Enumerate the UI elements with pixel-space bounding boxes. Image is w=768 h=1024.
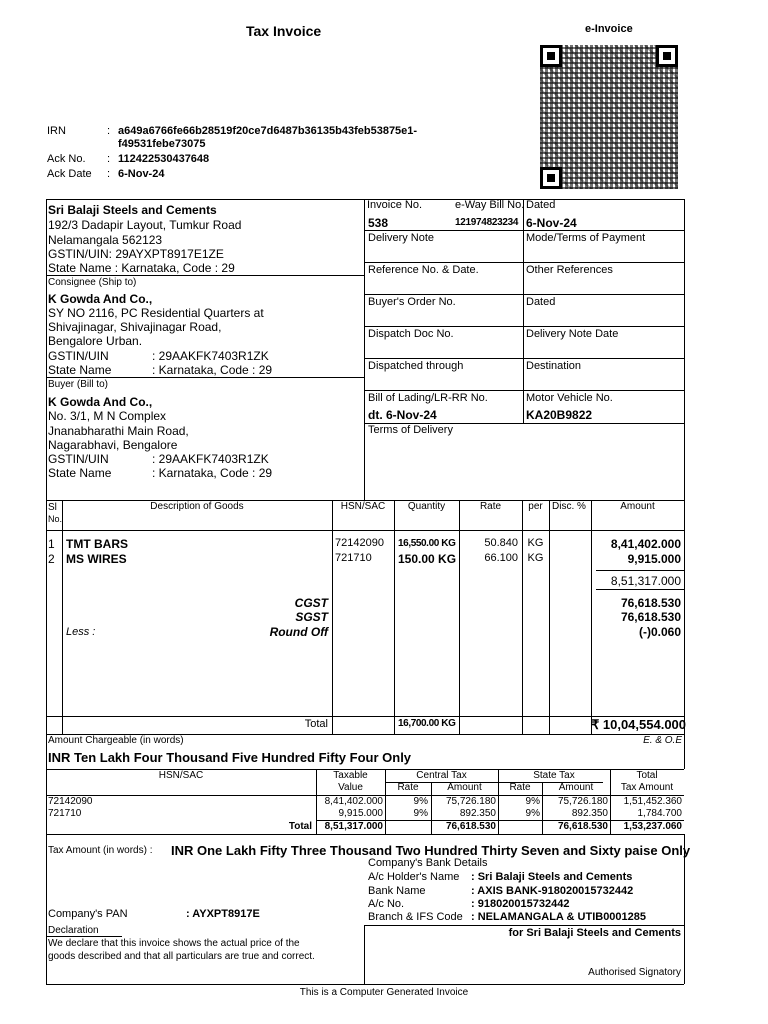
col-amount: Amount	[620, 501, 655, 512]
item-sl: 2	[48, 552, 55, 566]
authorised-signatory: Authorised Signatory	[588, 967, 681, 978]
account-no-label: A/c No.	[368, 898, 405, 910]
tax-col-central-rate: Rate	[397, 782, 419, 793]
buyer-address-line: Nagarabhavi, Bengalore	[48, 438, 178, 452]
item-rate: 66.100	[484, 552, 518, 564]
eway-bill-value: 121974823234	[455, 217, 519, 228]
subtotal-amount: 8,51,317.000	[610, 574, 681, 588]
tax-total-label: Total	[288, 821, 312, 832]
tax-row-central-rate: 9%	[413, 808, 428, 819]
delivery-note-date-label: Delivery Note Date	[526, 328, 619, 340]
reference-label: Reference No. & Date.	[368, 264, 479, 276]
tax-row-central-amount: 892.350	[459, 808, 496, 819]
item-hsn: 721710	[335, 552, 372, 564]
irn-value-line1: a649a6766fe66b28519f20ce7d6487b36135b43feb53875e1-	[118, 125, 418, 137]
total-label: Total	[304, 718, 328, 730]
seller-address-line: 192/3 Dadapir Layout, Tumkur Road	[48, 218, 242, 232]
seller-gstin: GSTIN/UIN: 29AYXPT8917E1ZE	[48, 247, 224, 261]
total-amount: ₹ 10,04,554.000	[591, 717, 687, 732]
col-no: No.	[48, 514, 63, 524]
ack-date-value: 6-Nov-24	[118, 168, 165, 180]
tax-col-state-rate: Rate	[509, 782, 531, 793]
sgst-label: SGST	[295, 610, 328, 624]
tax-col-tax-amount: Tax Amount	[620, 782, 674, 793]
seller-state: State Name : Karnataka, Code : 29	[48, 261, 235, 275]
amount-chargeable-label: Amount Chargeable (in words)	[48, 735, 184, 746]
invoice-no-label: Invoice No.	[367, 199, 423, 211]
order-dated-label: Dated	[526, 296, 556, 308]
cgst-amount: 76,618.530	[620, 596, 681, 610]
consignee-state-label: State Name	[48, 363, 112, 377]
tax-row-central-amount: 75,726.180	[445, 796, 496, 807]
for-company-label: for Sri Balaji Steels and Cements	[508, 927, 681, 939]
round-off-amount: (-)0.060	[638, 625, 681, 639]
tax-row-state-rate: 9%	[525, 808, 540, 819]
seller-address-line: Nelamangala 562123	[48, 233, 163, 247]
account-no-value: : 918020015732442	[471, 898, 570, 910]
item-per: KG	[527, 537, 544, 549]
tax-total-taxable: 8,51,317.000	[324, 821, 383, 832]
destination-label: Destination	[526, 360, 582, 372]
tax-row-central-rate: 9%	[413, 796, 428, 807]
consignee-address-line: SY NO 2116, PC Residential Quarters at	[48, 306, 264, 320]
col-hsn: HSN/SAC	[340, 501, 386, 512]
buyer-name: K Gowda And Co.,	[48, 395, 153, 409]
eoe-label: E. & O.E	[643, 735, 682, 746]
tax-col-total: Total	[636, 770, 658, 781]
dated-label: Dated	[526, 199, 556, 211]
account-holder-label: A/c Holder's Name	[368, 871, 460, 883]
declaration-label: Declaration	[48, 925, 99, 936]
bill-lading-value: dt. 6-Nov-24	[368, 408, 437, 422]
item-rate: 50.840	[484, 537, 518, 549]
col-sl: Sl	[48, 502, 57, 513]
motor-vehicle-label: Motor Vehicle No.	[526, 392, 613, 404]
tax-row-hsn: 721710	[48, 808, 82, 819]
computer-generated-note: This is a Computer Generated Invoice	[299, 987, 469, 998]
buyer-address-line: No. 3/1, M N Complex	[48, 409, 167, 423]
amount-in-words: INR Ten Lakh Four Thousand Five Hundred Fifty Four Only	[48, 750, 412, 765]
page-title: Tax Invoice	[246, 23, 322, 39]
item-description: MS WIRES	[66, 552, 127, 566]
declaration-text-line: We declare that this invoice shows the actual price of the	[48, 938, 300, 949]
tax-words-label: Tax Amount (in words) :	[48, 845, 153, 856]
ack-no-label: Ack No.	[47, 153, 86, 165]
declaration-text-line: goods described and that all particulars are true and correct.	[48, 951, 315, 962]
tax-row-state-rate: 9%	[525, 796, 540, 807]
buyers-order-label: Buyer's Order No.	[368, 296, 456, 308]
tax-row-state-amount: 75,726.180	[557, 796, 608, 807]
invoice-no-value: 538	[368, 216, 389, 230]
bank-name-label: Bank Name	[368, 885, 426, 897]
company-pan-label: Company's PAN	[48, 908, 128, 920]
border-right	[684, 199, 685, 769]
eway-bill-label: e-Way Bill No.	[455, 199, 525, 211]
consignee-state: : Karnataka, Code : 29	[152, 363, 273, 377]
tax-col-hsn: HSN/SAC	[158, 770, 204, 781]
tax-col-state: State Tax	[533, 770, 575, 781]
tax-total-state: 76,618.530	[557, 821, 608, 832]
less-label: Less :	[66, 626, 96, 638]
tax-col-central-amount: Amount	[447, 782, 482, 793]
tax-col-state-amount: Amount	[558, 782, 594, 793]
mode-terms-label: Mode/Terms of Payment	[526, 232, 646, 244]
tax-row-hsn: 72142090	[48, 796, 93, 807]
other-references-label: Other References	[526, 264, 613, 276]
buyer-gstin: : 29AAKFK7403R1ZK	[152, 452, 269, 466]
col-rate: Rate	[479, 501, 502, 512]
bill-lading-label: Bill of Lading/LR-RR No.	[368, 392, 488, 404]
border-left	[46, 199, 47, 839]
consignee-heading: Consignee (Ship to)	[48, 277, 137, 288]
tax-amount-in-words: INR One Lakh Fifty Three Thousand Two Hundred Thirty Seven and Sixty paise Only	[171, 843, 691, 858]
buyer-state: : Karnataka, Code : 29	[152, 466, 273, 480]
bank-name-value: : AXIS BANK-918020015732442	[471, 885, 634, 897]
dispatch-doc-label: Dispatch Doc No.	[368, 328, 454, 340]
buyer-state-label: State Name	[48, 466, 112, 480]
buyer-heading: Buyer (Bill to)	[48, 379, 109, 390]
item-sl: 1	[48, 537, 55, 551]
irn-value-line2: f49531febe73075	[118, 138, 206, 150]
dispatched-through-label: Dispatched through	[368, 360, 464, 372]
irn-label: IRN	[47, 125, 66, 137]
terms-delivery-label: Terms of Delivery	[368, 424, 453, 436]
item-amount: 9,915.000	[627, 552, 681, 566]
tax-row-taxable: 9,915.000	[338, 808, 383, 819]
cgst-label: CGST	[294, 596, 328, 610]
item-amount: 8,41,402.000	[610, 537, 681, 551]
company-pan-value: : AYXPT8917E	[186, 908, 260, 920]
col-description: Description of Goods	[150, 501, 244, 512]
item-quantity: 16,550.00 KG	[398, 538, 456, 549]
tax-row-total: 1,784.700	[637, 808, 682, 819]
sgst-amount: 76,618.530	[620, 610, 681, 624]
account-holder-value: : Sri Balaji Steels and Cements	[471, 871, 633, 883]
qr-code-icon	[540, 45, 678, 189]
item-description: TMT BARS	[66, 537, 128, 551]
consignee-address-line: Bengalore Urban.	[48, 334, 143, 348]
tax-grand-total: 1,53,237.060	[623, 821, 682, 832]
ack-date-label: Ack Date	[47, 168, 92, 180]
consignee-name: K Gowda And Co.,	[48, 292, 153, 306]
col-quantity: Quantity	[407, 501, 446, 512]
consignee-gstin-label: GSTIN/UIN	[48, 349, 109, 363]
tax-total-central: 76,618.530	[445, 821, 496, 832]
item-quantity: 150.00 KG	[398, 552, 457, 566]
branch-ifs-value: : NELAMANGALA & UTIB0001285	[471, 911, 647, 923]
tax-row-total: 1,51,452.360	[623, 796, 682, 807]
dated-value: 6-Nov-24	[526, 216, 577, 230]
tax-row-state-amount: 892.350	[571, 808, 608, 819]
einvoice-label: e-Invoice	[585, 23, 633, 35]
delivery-note-label: Delivery Note	[368, 232, 435, 244]
total-quantity: 16,700.00 KG	[398, 718, 456, 729]
branch-ifs-label: Branch & IFS Code	[368, 911, 463, 923]
consignee-gstin: : 29AAKFK7403R1ZK	[152, 349, 269, 363]
round-off-label: Round Off	[269, 625, 328, 639]
col-disc: Disc. %	[552, 501, 586, 512]
tax-col-taxable: Taxable	[333, 770, 368, 781]
bank-details-heading: Company's Bank Details	[368, 857, 488, 869]
tax-col-central: Central Tax	[416, 770, 467, 781]
item-hsn: 72142090	[335, 537, 384, 549]
seller-name: Sri Balaji Steels and Cements	[48, 203, 217, 217]
motor-vehicle-value: KA20B9822	[526, 408, 593, 422]
col-per: per	[528, 501, 543, 512]
buyer-address-line: Jnanabharathi Main Road,	[48, 424, 189, 438]
tax-row-taxable: 8,41,402.000	[324, 796, 383, 807]
tax-col-value: Value	[338, 782, 363, 793]
ack-no-value: 112422530437648	[118, 153, 210, 165]
consignee-address-line: Shivajinagar, Shivajinagar Road,	[48, 320, 222, 334]
item-per: KG	[527, 552, 544, 564]
border-top	[46, 199, 684, 200]
buyer-gstin-label: GSTIN/UIN	[48, 452, 109, 466]
